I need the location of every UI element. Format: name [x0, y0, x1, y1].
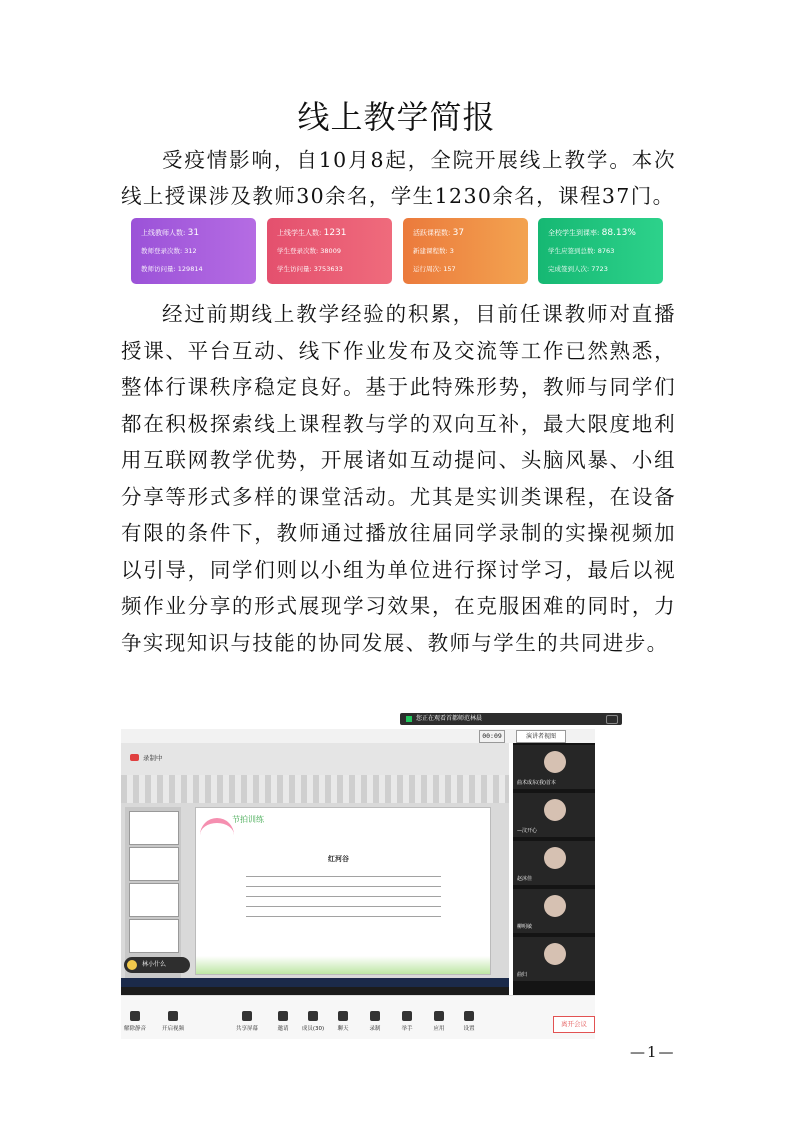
song-title: 红河谷: [328, 855, 349, 863]
gear-icon: [464, 1011, 474, 1021]
presenter-chip[interactable]: 林小什么: [124, 957, 190, 973]
current-slide: [195, 807, 491, 975]
slide-thumbnail[interactable]: [129, 847, 179, 881]
share-screen-icon: [242, 1011, 252, 1021]
stat-row: 完成签到人次: 7723: [548, 265, 608, 273]
record-icon: [370, 1011, 380, 1021]
stat-row: 学生登录次数: 38009: [277, 247, 341, 255]
chat-button[interactable]: 聊天: [329, 1011, 357, 1032]
slide-thumbnail[interactable]: [129, 811, 179, 845]
slide-heading: 节拍训练: [232, 815, 264, 824]
meeting-screenshot: [121, 713, 595, 1038]
slide-thumbnail[interactable]: [129, 919, 179, 953]
stat-row: 学生访问量: 3753633: [277, 265, 343, 273]
unmute-button[interactable]: 解除静音: [121, 1011, 149, 1032]
viewing-notice: 您正在观看首都师范林晨: [400, 713, 622, 725]
members-button[interactable]: 成员(30): [299, 1011, 327, 1032]
page-number: —1—: [630, 1043, 676, 1061]
record-button[interactable]: 录制: [361, 1011, 389, 1032]
hand-icon: [402, 1011, 412, 1021]
stat-row: 教师登录次数: 312: [141, 247, 197, 255]
stat-row: 学生应签到总数: 8763: [548, 247, 615, 255]
members-icon: [308, 1011, 318, 1021]
stat-row: 上线学生人数: 1231: [277, 228, 347, 238]
body-paragraph: 经过前期线上教学经验的积累，目前任课教师对直播授课、平台互动、线下作业发布及交流等工作已然熟悉，整体行课秩序稳定良好。基于此特殊形势，教师与同学们都在积极探索线上课程教与学的双向互补，最大限度地利用互联网教学优势，开展诸如互动提问、头脑风暴、小组分享等形式多样的课堂活动。尤其是实训类课程，在设备有限的条件下，教师通过播放往届同学录制的实操视频加以引导，同学们则以小组为单位进行探讨学习，最后以视频作业分享的形式展现学习效果，在克服困难的同时，力争实现知识与技能的协同发展、教师与学生的共同进步。: [121, 302, 676, 655]
rainbow-decoration: [200, 818, 234, 842]
apps-button[interactable]: 应用: [425, 1011, 453, 1032]
share-icon: [406, 716, 412, 722]
view-toggle-button[interactable]: 演讲者视图: [516, 730, 566, 743]
share-screen-button[interactable]: 共享屏幕: [233, 1011, 261, 1032]
stat-row: 活跃课程数: 37: [413, 228, 465, 238]
invite-button[interactable]: 邀请: [269, 1011, 297, 1032]
participant-tile[interactable]: 柳明敏: [513, 889, 595, 933]
stat-row: 全校学生到课率: 88.13%: [548, 228, 636, 238]
avatar: [127, 960, 137, 970]
participant-tile[interactable]: 曲归: [513, 937, 595, 981]
slide-thumbnail[interactable]: [129, 883, 179, 917]
stat-row: 上线教师人数: 31: [141, 228, 200, 238]
leave-meeting-button[interactable]: 离开会议: [553, 1016, 595, 1033]
start-video-button[interactable]: 开启视频: [159, 1011, 187, 1032]
minimize-icon[interactable]: [606, 715, 618, 724]
microphone-icon: [130, 1011, 140, 1021]
avatar: [544, 799, 566, 821]
record-icon: [130, 754, 139, 761]
camera-icon: [168, 1011, 178, 1021]
raise-hand-button[interactable]: 举手: [393, 1011, 421, 1032]
participant-tile[interactable]: —汶开心: [513, 793, 595, 837]
stat-row: 教师访问量: 129814: [141, 265, 203, 273]
attendance-stats-card: [538, 218, 663, 284]
meeting-controls: [121, 995, 595, 1039]
teacher-stats-card: [131, 218, 256, 284]
report-title: 线上教学简报: [297, 98, 496, 136]
apps-icon: [434, 1011, 444, 1021]
music-score: [246, 876, 441, 918]
stat-row: 运行周次: 157: [413, 265, 456, 273]
student-stats-card: [267, 218, 392, 284]
participant-tile[interactable]: 赵沐佳: [513, 841, 595, 885]
avatar: [544, 943, 566, 965]
course-stats-card: [403, 218, 528, 284]
stats-cards: [131, 218, 666, 284]
recording-bar: 录制中: [121, 743, 509, 775]
windows-taskbar: [121, 978, 509, 987]
settings-button[interactable]: 设置: [455, 1011, 483, 1032]
avatar: [544, 847, 566, 869]
avatar: [544, 895, 566, 917]
chat-icon: [338, 1011, 348, 1021]
participant-tile[interactable]: 曲术成东(我)首本: [513, 745, 595, 789]
grass-decoration: [196, 956, 490, 974]
intro-paragraph: 受疫情影响，自10月8起，全院开展线上教学。本次线上授课涉及教师30余名，学生1230余名，课程37门。: [121, 148, 676, 208]
meeting-timer: 00:09: [479, 730, 505, 743]
avatar: [544, 751, 566, 773]
invite-icon: [278, 1011, 288, 1021]
stat-row: 新建课程数: 3: [413, 247, 454, 255]
presentation-ribbon: [121, 775, 509, 803]
